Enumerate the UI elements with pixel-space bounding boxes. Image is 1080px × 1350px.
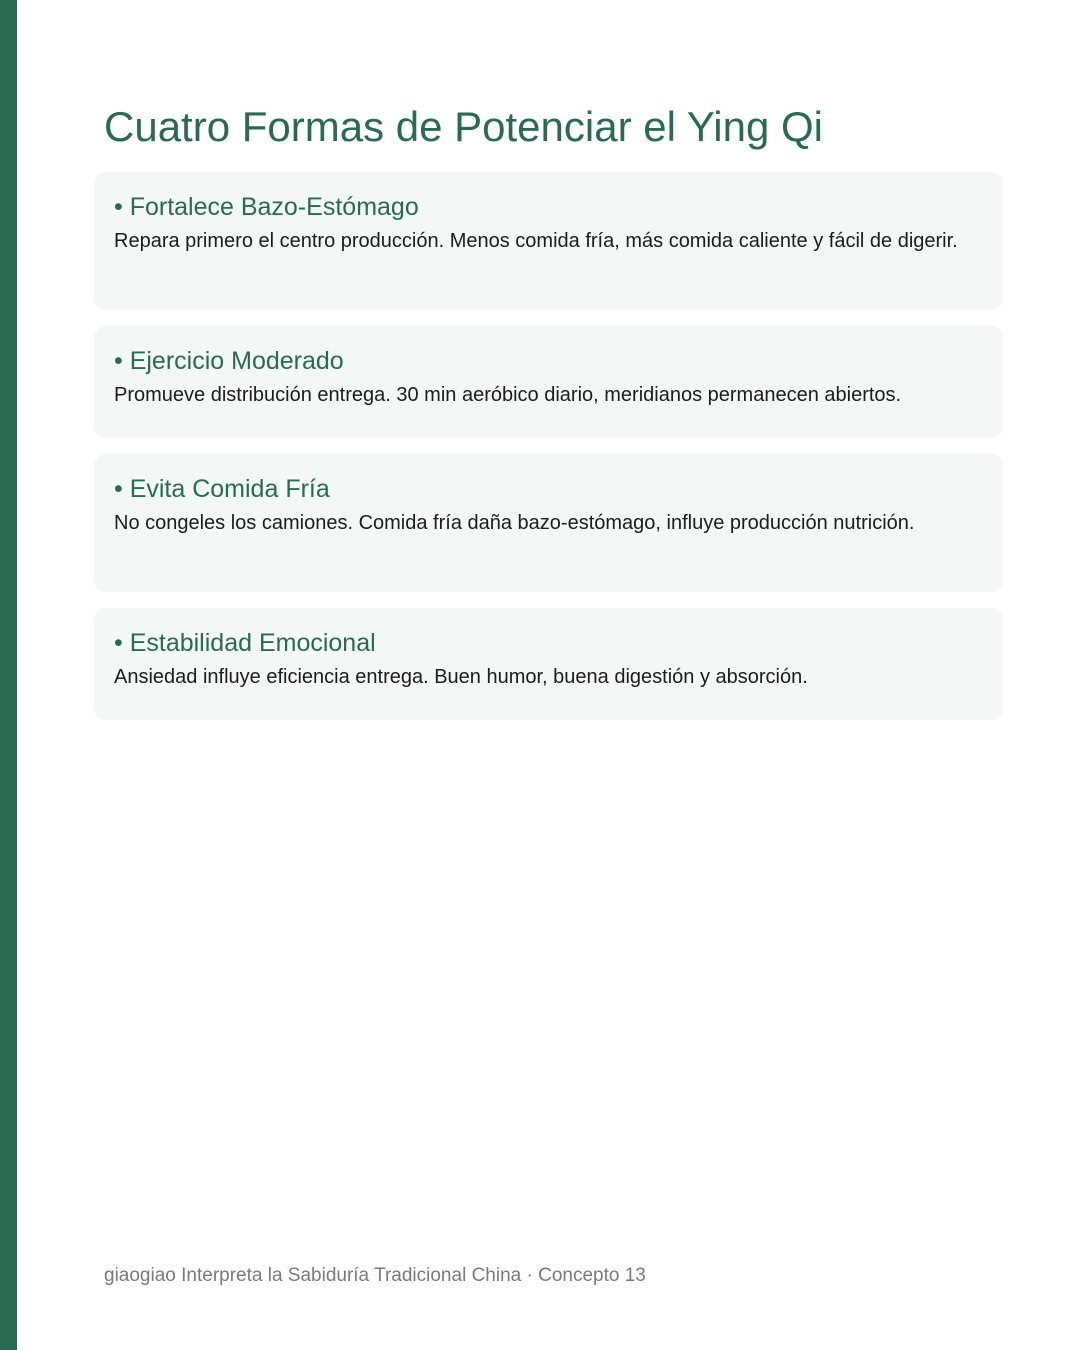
footer-caption: giaogiao Interpreta la Sabiduría Tradicional China · Concepto 13 bbox=[104, 1265, 646, 1286]
tip-card-title: • Estabilidad Emocional bbox=[114, 629, 376, 657]
tip-card-text: Promueve distribución entrega. 30 min aeróbico diario, meridianos permanecen abiertos. bbox=[114, 384, 902, 406]
tip-card-exercise bbox=[94, 326, 1003, 438]
tip-card-title: • Evita Comida Fría bbox=[114, 475, 330, 503]
tip-card-text: No congeles los camiones. Comida fría daña bazo-estómago, influye producción nutrición. bbox=[114, 512, 915, 534]
tip-card-spleen-stomach bbox=[94, 172, 1003, 310]
tip-card-title: • Ejercicio Moderado bbox=[114, 347, 344, 375]
tip-card-text: Ansiedad influye eficiencia entrega. Buen humor, buena digestión y absorción. bbox=[114, 666, 808, 688]
tips-list bbox=[94, 172, 1003, 736]
tip-card-title: • Fortalece Bazo-Estómago bbox=[114, 193, 419, 221]
page-title: Cuatro Formas de Potenciar el Ying Qi bbox=[104, 103, 824, 150]
tip-card-text: Repara primero el centro producción. Menos comida fría, más comida caliente y fácil de digerir. bbox=[114, 230, 958, 252]
tip-card-emotional-stability bbox=[94, 608, 1003, 720]
tip-card-cold-food bbox=[94, 454, 1003, 592]
accent-sidebar-bar bbox=[0, 0, 17, 1350]
